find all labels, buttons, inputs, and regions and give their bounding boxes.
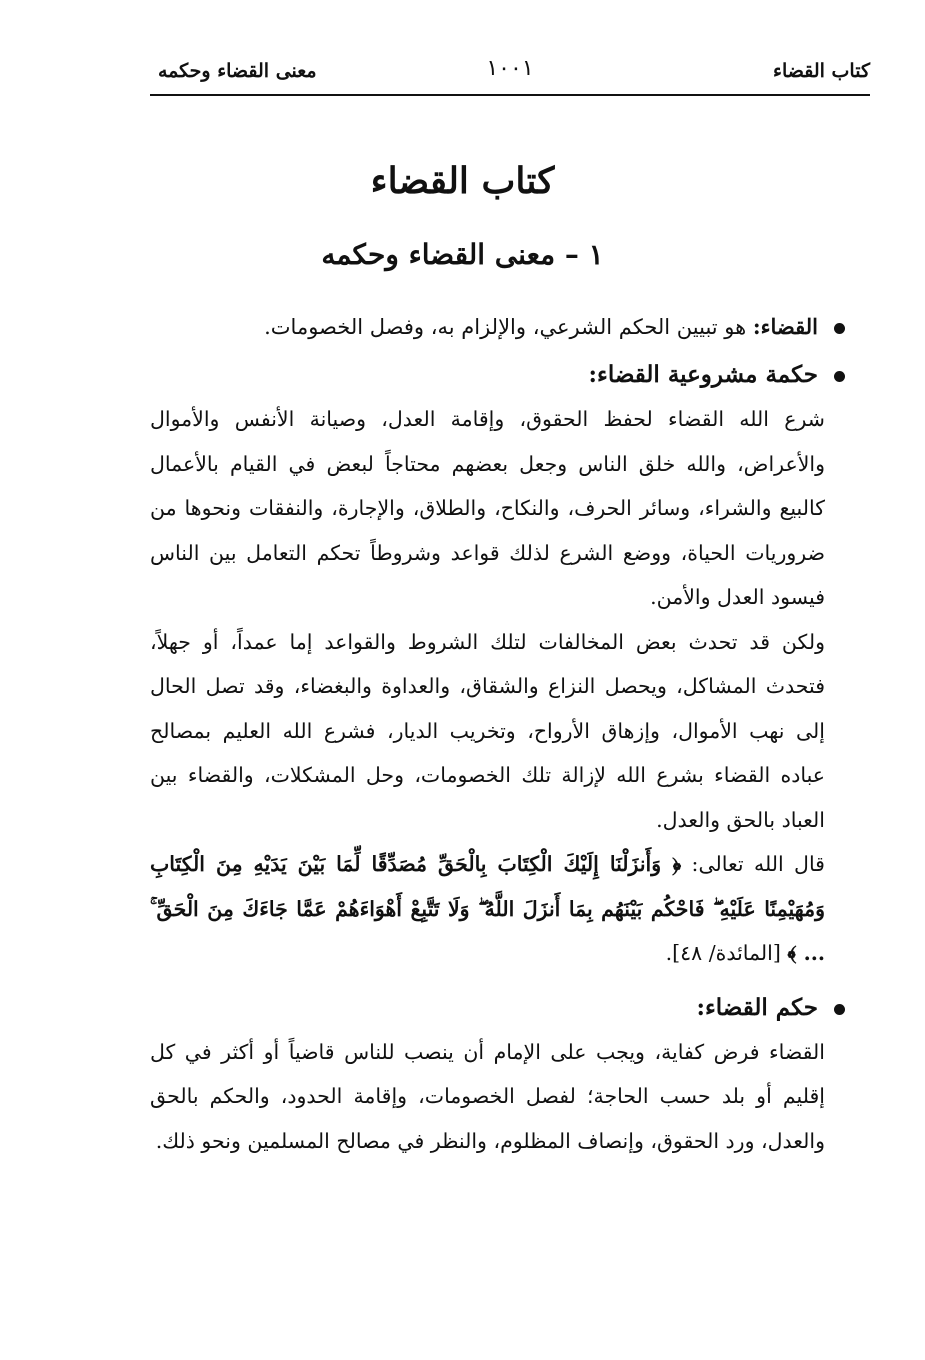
ruling-paragraph: القضاء فرض كفاية، ويجب على الإمام أن ينصب للناس قاضياً أو أكثر في كل إقليم أو بلد حسب الحاجة؛ لفصل الخصومات، وإقامة الحدود، والحكم بالحق والعدل، ورد الحقوق، وإنصاف المظلوم، والنظر في مصالح المسلمين ونحو ذلك. <box>150 1039 825 1153</box>
quote-intro: قال الله تعالى: <box>681 852 825 876</box>
bullet-icon <box>834 323 845 334</box>
wisdom-heading: حكمة مشروعية القضاء: <box>588 361 818 388</box>
ruling-heading: حكم القضاء: <box>696 993 818 1021</box>
definition-item <box>150 305 845 349</box>
verse-reference: [المائدة/ ٤٨]. <box>665 941 788 965</box>
bullet-icon <box>834 371 845 382</box>
wisdom-paragraph-1: شرع الله القضاء لحفظ الحقوق، وإقامة العدل، وصيانة الأنفس والأموال والأعراض، والله خلق الناس وجعل بعضهم محتاجاً لبعض في القيام بالأعمال كالبيع والشراء، وسائر الحرف، والنكاح، والطلاق، والإجارة، والنفقات ونحوها من ضروريات الحياة، ووضع الشرع لذلك قواعد وشروطاً تحكم التعامل بين الناس فيسود العدل والأمن. <box>150 407 825 609</box>
wisdom-paragraph-2: ولكن قد تحدث بعض المخالفات لتلك الشروط والقواعد إما عمداً، أو جهلاً، فتحدث المشاكل، ويحصل النزاع والشقاق، والعداوة والبغضاء، وقد تصل الحال إلى نهب الأموال، وإزهاق الأرواح، وتخريب الديار، فشرع الله العليم بمصالح عباده القضاء بشرع الله لإزالة تلك الخصومات، وحل المشكلات، والقضاء بين العباد بالحق والعدل. <box>150 629 825 832</box>
running-header <box>150 56 870 96</box>
wisdom-heading-item <box>150 353 845 397</box>
ruling-heading-item <box>150 986 845 1030</box>
bullet-icon <box>834 1004 845 1015</box>
header-section-title: معنى القضاء وحكمه <box>158 60 317 82</box>
section-title: ١ – معنى القضاء وحكمه <box>321 238 604 271</box>
page-number: ١٠٠١ <box>486 56 534 81</box>
definition-term: القضاء: <box>752 314 818 339</box>
definition-text: هو تبيين الحكم الشرعي، والإلزام به، وفصل الخصومات. <box>264 315 753 339</box>
quran-quote-paragraph <box>150 842 825 976</box>
page-content <box>150 305 825 1163</box>
book-title: كتاب القضاء <box>370 160 555 202</box>
header-chapter-title: كتاب القضاء <box>773 60 870 82</box>
quran-verse: ﴿ وَأَنزَلْنَا إِلَيْكَ الْكِتَابَ بِالْحَقِّ مُصَدِّقًا لِّمَا بَيْنَ يَدَيْهِ مِنَ الْكِتَابِ وَمُهَيْمِنًا عَلَيْهِ ۖ فَاحْكُم بَيْنَهُم بِمَا أَنزَلَ اللَّهُ ۖ وَلَا تَتَّبِعْ أَهْوَاءَهُمْ عَمَّا جَاءَكَ مِنَ الْحَقِّ ۚ ... ﴾ <box>150 852 825 965</box>
